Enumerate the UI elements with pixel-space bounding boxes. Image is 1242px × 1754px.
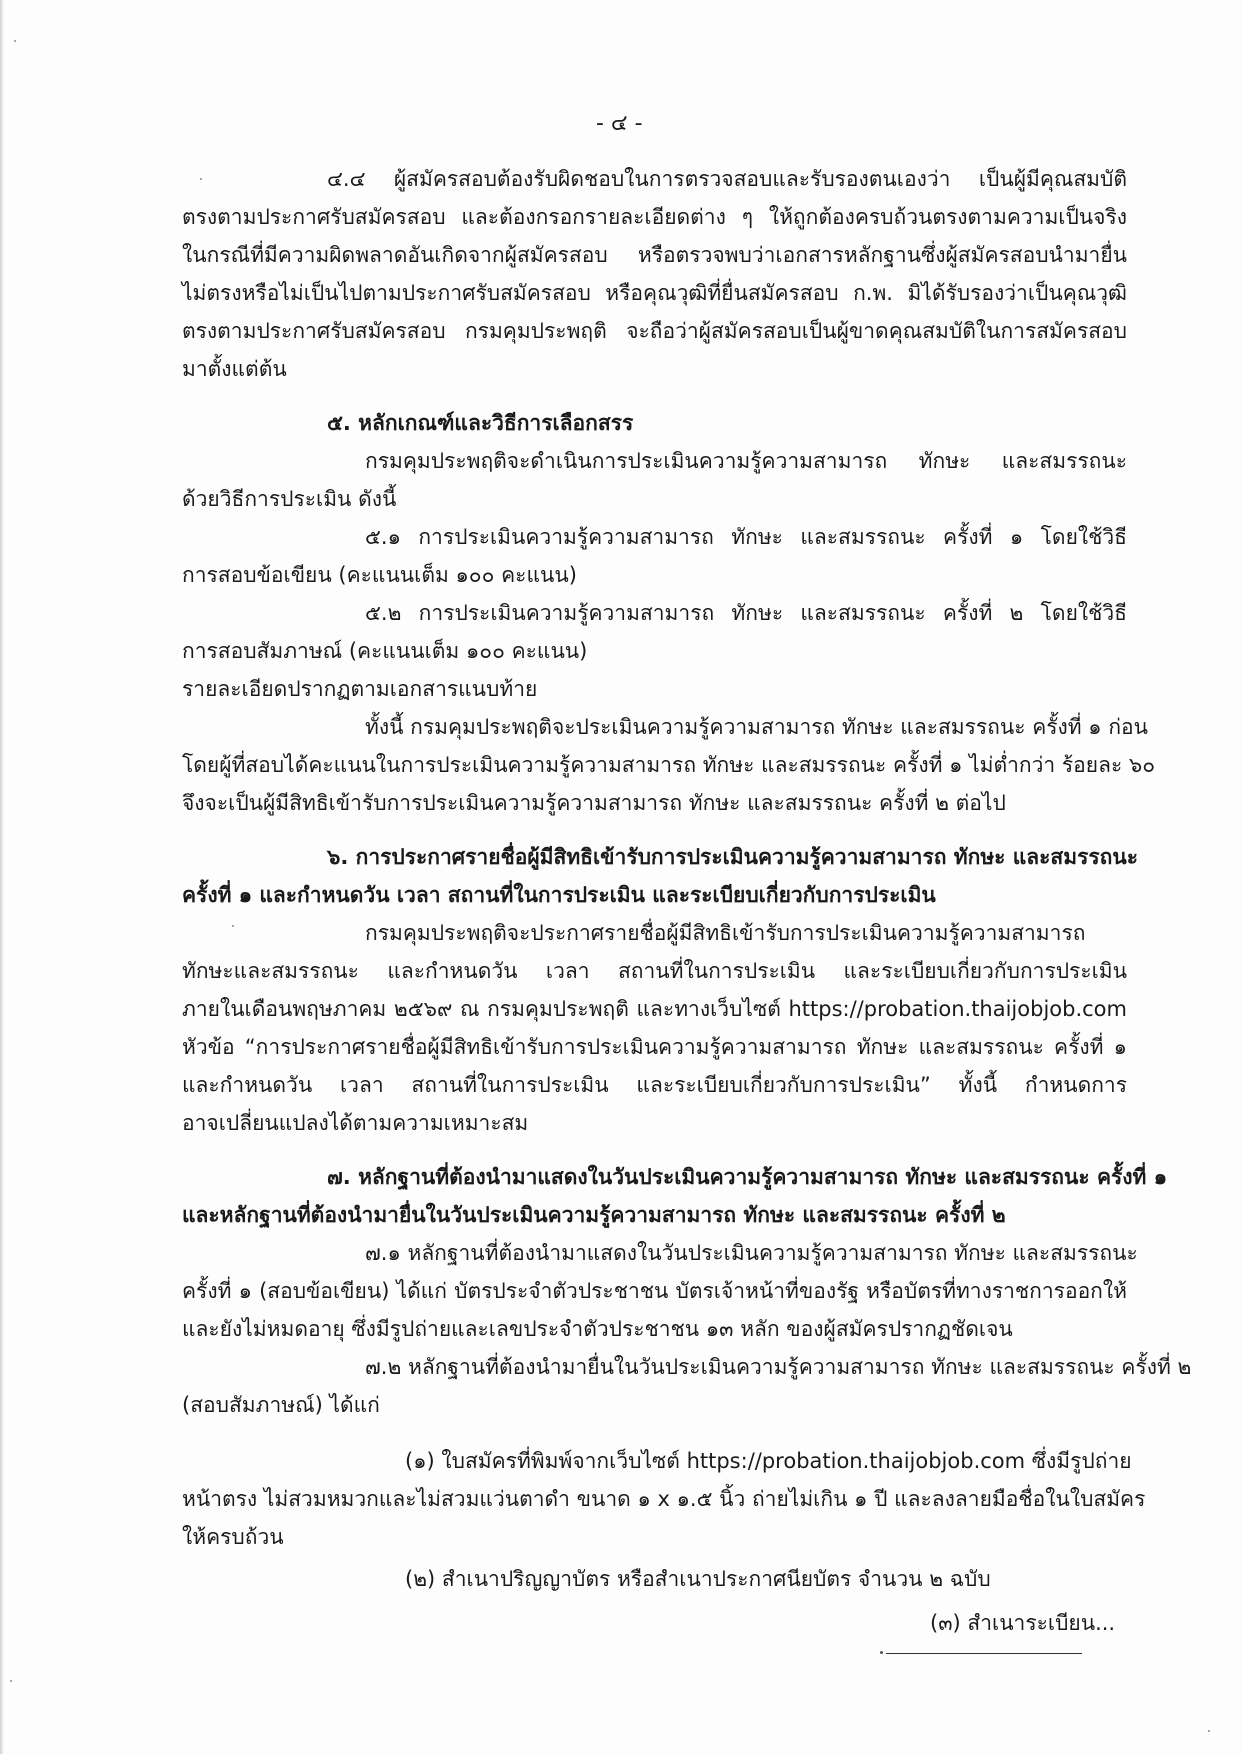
section-5-note-line-2: โดยผู้ที่สอบได้คะแนนในการประเมินความรู้ความสามารถ ทักษะ และสมรรถนะ ครั้งที่ ๑ ไม่ต่ำกว่า ร้อยละ ๖๐ <box>182 753 1156 777</box>
paragraph-4-4-line-3: ในกรณีที่มีความผิดพลาดอันเกิดจากผู้สมัครสอบ หรือตรวจพบว่าเอกสารหลักฐานซึ่งผู้สมัครสอบนำมายื่น <box>182 243 1127 267</box>
section-7-heading-line-1: ๗. หลักฐานที่ต้องนำมาแสดงในวันประเมินความรู้ความสามารถ ทักษะ และสมรรถนะ ครั้งที่ ๑ <box>327 1165 1168 1189</box>
scan-speck <box>232 925 234 927</box>
paragraph-4-4-line-6: มาตั้งแต่ต้น <box>182 357 287 381</box>
item-7-1-line-1: ๗.๑ หลักฐานที่ต้องนำมาแสดงในวันประเมินความรู้ความสามารถ ทักษะ และสมรรถนะ <box>365 1241 1138 1265</box>
item-5-2-line-2: การสอบสัมภาษณ์ (คะแนนเต็ม ๑๐๐ คะแนน) <box>182 639 588 663</box>
item-7-1-line-3: และยังไม่หมดอายุ ซึ่งมีรูปถ่ายและเลขประจำตัวประชาชน ๑๓ หลัก ของผู้สมัครปรากฏชัดเจน <box>182 1317 1013 1341</box>
paragraph-4-4-line-5: ตรงตามประกาศรับสมัครสอบ กรมคุมประพฤติ จะถือว่าผู้สมัครสอบเป็นผู้ขาดคุณสมบัติในการสมัครสอบ <box>182 319 1127 343</box>
continuation-note: (๓) สำเนาระเบียน... <box>930 1611 1116 1635</box>
item-7-2-1-line-1: (๑) ใบสมัครที่พิมพ์จากเว็บไซต์ https://probation.thaijobjob.com ซึ่งมีรูปถ่าย <box>405 1449 1132 1473</box>
section-5-intro-line-2: ด้วยวิธีการประเมิน ดังนี้ <box>182 487 397 511</box>
item-7-2-line-2: (สอบสัมภาษณ์) ได้แก่ <box>182 1393 380 1417</box>
section-6-heading-line-1: ๖. การประกาศรายชื่อผู้มีสิทธิเข้ารับการประเมินความรู้ความสามารถ ทักษะ และสมรรถนะ <box>327 845 1139 869</box>
section-7-heading-line-2: และหลักฐานที่ต้องนำมายื่นในวันประเมินความรู้ความสามารถ ทักษะ และสมรรถนะ ครั้งที่ ๒ <box>182 1203 1006 1227</box>
scan-speck <box>14 40 16 42</box>
section-6-heading-line-2: ครั้งที่ ๑ และกำหนดวัน เวลา สถานที่ในการประเมิน และระเบียบเกี่ยวกับการประเมิน <box>182 883 936 907</box>
signature-dot <box>880 1651 883 1654</box>
section-5-heading: ๕. หลักเกณฑ์และวิธีการเลือกสรร <box>327 411 634 435</box>
section-5-note-line-1: ทั้งนี้ กรมคุมประพฤติจะประเมินความรู้ความสามารถ ทักษะ และสมรรถนะ ครั้งที่ ๑ ก่อน <box>365 715 1148 739</box>
item-7-1-line-2: ครั้งที่ ๑ (สอบข้อเขียน) ได้แก่ บัตรประจำตัวประชาชน บัตรเจ้าหน้าที่ของรัฐ หรือบัตรที่ทางราชการออกให้ <box>182 1279 1127 1303</box>
section-6-body-line-3: ภายในเดือนพฤษภาคม ๒๕๖๙ ณ กรมคุมประพฤติ และทางเว็บไซต์ https://probation.thaijobjob.com <box>182 997 1127 1021</box>
item-7-2-1-line-3: ให้ครบถ้วน <box>182 1525 284 1549</box>
section-5-intro-line-1: กรมคุมประพฤติจะดำเนินการประเมินความรู้ความสามารถ ทักษะ และสมรรถนะ <box>365 449 1127 473</box>
item-5-2-line-1: ๕.๒ การประเมินความรู้ความสามารถ ทักษะ และสมรรถนะ ครั้งที่ ๒ โดยใช้วิธี <box>365 601 1127 625</box>
section-6-body-line-6: อาจเปลี่ยนแปลงได้ตามความเหมาะสม <box>182 1111 529 1135</box>
section-5-note-line-3: จึงจะเป็นผู้มีสิทธิเข้ารับการประเมินความรู้ความสามารถ ทักษะ และสมรรถนะ ครั้งที่ ๒ ต่อไป <box>182 791 1006 815</box>
section-6-body-line-2: ทักษะและสมรรถนะ และกำหนดวัน เวลา สถานที่ในการประเมิน และระเบียบเกี่ยวกับการประเมิน <box>182 959 1127 983</box>
scan-edge-shadow <box>0 0 4 1754</box>
scan-speck <box>200 178 202 180</box>
scan-speck <box>1208 1730 1210 1732</box>
item-7-2-2: (๒) สำเนาปริญญาบัตร หรือสำเนาประกาศนียบัตร จำนวน ๒ ฉบับ <box>405 1567 991 1591</box>
item-5-1-line-2: การสอบข้อเขียน (คะแนนเต็ม ๑๐๐ คะแนน) <box>182 563 577 587</box>
paragraph-4-4-line-1: ๔.๔ ผู้สมัครสอบต้องรับผิดชอบในการตรวจสอบและรับรองตนเองว่า เป็นผู้มีคุณสมบัติ <box>327 167 1127 191</box>
signature-line <box>886 1653 1082 1654</box>
item-7-2-1-line-2: หน้าตรง ไม่สวมหมวกและไม่สวมแว่นตาดำ ขนาด ๑ x ๑.๕ นิ้ว ถ่ายไม่เกิน ๑ ปี และลงลายมือชื่อในใบสมัคร <box>182 1487 1146 1511</box>
page-number: - ๔ - <box>596 111 643 136</box>
item-5-1-line-1: ๕.๑ การประเมินความรู้ความสามารถ ทักษะ และสมรรถนะ ครั้งที่ ๑ โดยใช้วิธี <box>365 525 1127 549</box>
item-7-2-line-1: ๗.๒ หลักฐานที่ต้องนำมายื่นในวันประเมินความรู้ความสามารถ ทักษะ และสมรรถนะ ครั้งที่ ๒ <box>365 1355 1192 1379</box>
section-6-body-line-4: หัวข้อ “การประกาศรายชื่อผู้มีสิทธิเข้ารับการประเมินความรู้ความสามารถ ทักษะ และสมรรถนะ ครั้งที่ ๑ <box>182 1035 1127 1059</box>
attachment-note: รายละเอียดปรากฏตามเอกสารแนบท้าย <box>182 677 538 701</box>
paragraph-4-4-line-2: ตรงตามประกาศรับสมัครสอบ และต้องกรอกรายละเอียดต่าง ๆ ให้ถูกต้องครบถ้วนตรงตามความเป็นจริง <box>182 205 1127 229</box>
paragraph-4-4-line-4: ไม่ตรงหรือไม่เป็นไปตามประกาศรับสมัครสอบ หรือคุณวุฒิที่ยื่นสมัครสอบ ก.พ. มิได้รับรองว่าเป็นคุณวุฒิ <box>182 281 1127 305</box>
scan-speck <box>10 1680 12 1682</box>
section-6-body-line-5: และกำหนดวัน เวลา สถานที่ในการประเมิน และระเบียบเกี่ยวกับการประเมิน” ทั้งนี้ กำหนดการ <box>182 1073 1127 1097</box>
section-6-body-line-1: กรมคุมประพฤติจะประกาศรายชื่อผู้มีสิทธิเข้ารับการประเมินความรู้ความสามารถ <box>365 921 1086 945</box>
